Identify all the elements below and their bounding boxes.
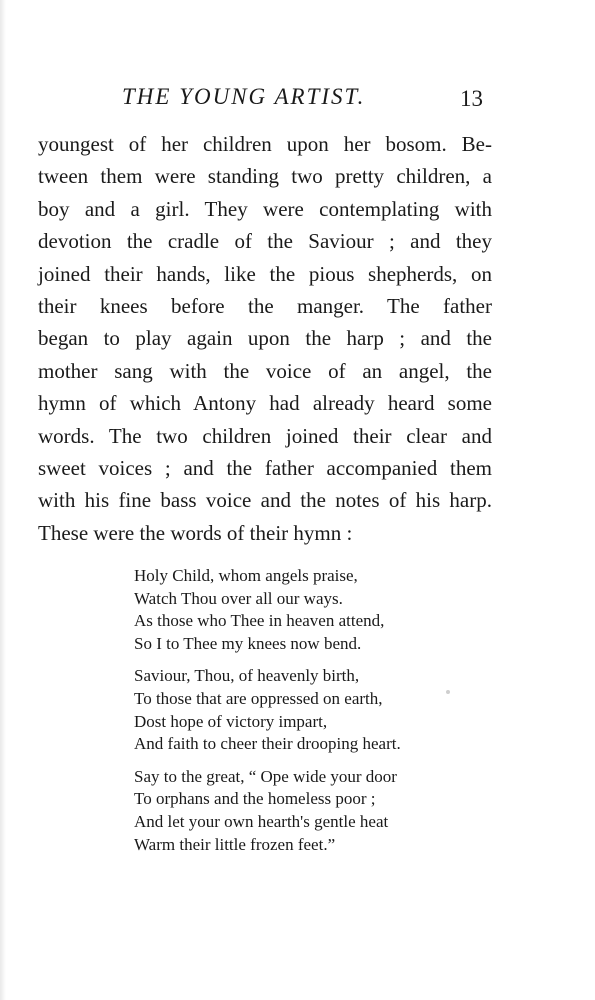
prose-line: began to play again upon the harp ; and the [38, 326, 492, 351]
poem-verse: Saviour, Thou, of heavenly birth, [134, 666, 360, 686]
poem-verse: Warm their little frozen feet.” [134, 834, 336, 854]
poem-verse: To orphans and the homeless poor ; [134, 789, 376, 809]
page-edge-shadow [0, 0, 6, 1000]
poem-verse: And let your own hearth's gentle heat [134, 811, 389, 831]
poem-verse: Say to the great, “ Ope wide your door [134, 766, 397, 786]
poem-stanza [134, 766, 464, 856]
page-number: 13 [460, 86, 483, 111]
poem-stanza [134, 665, 464, 755]
prose-line: words. The two children joined their clear and [38, 423, 492, 448]
prose-line: tween them were standing two pretty children, a [38, 164, 492, 189]
poem-verse: Holy Child, whom angels praise, [134, 566, 358, 585]
prose-paragraph [38, 128, 492, 549]
running-head [0, 84, 595, 114]
poem-verse: And faith to cheer their drooping heart. [134, 734, 401, 754]
poem-verse: Dost hope of victory impart, [134, 711, 328, 731]
prose-line: boy and a girl. They were contemplating with [38, 196, 492, 221]
prose-line: youngest of her children upon her bosom. Be- [38, 132, 492, 156]
prose-line: hymn of which Antony had already heard some [38, 391, 492, 416]
poem-verse: Watch Thou over all our ways. [134, 588, 343, 608]
running-title: THE YOUNG ARTIST. [122, 84, 366, 109]
prose-line: joined their hands, like the pious shepherds, on [38, 261, 492, 286]
paper-speck [446, 690, 450, 694]
prose-line: devotion the cradle of the Saviour ; and they [38, 229, 492, 254]
prose-line: mother sang with the voice of an angel, the [38, 358, 492, 383]
prose-line: their knees before the manger. The father [38, 293, 492, 318]
poem-stanza [134, 565, 464, 655]
poem-verse: So I to Thee my knees now bend. [134, 633, 362, 653]
poem-verse: As those who Thee in heaven attend, [134, 611, 385, 631]
hymn-poem [134, 565, 464, 866]
prose-line: sweet voices ; and the father accompanied them [38, 455, 492, 480]
prose-line: with his fine bass voice and the notes of his harp. [38, 488, 492, 513]
prose-line: These were the words of their hymn : [38, 520, 353, 545]
poem-verse: To those that are oppressed on earth, [134, 688, 383, 708]
